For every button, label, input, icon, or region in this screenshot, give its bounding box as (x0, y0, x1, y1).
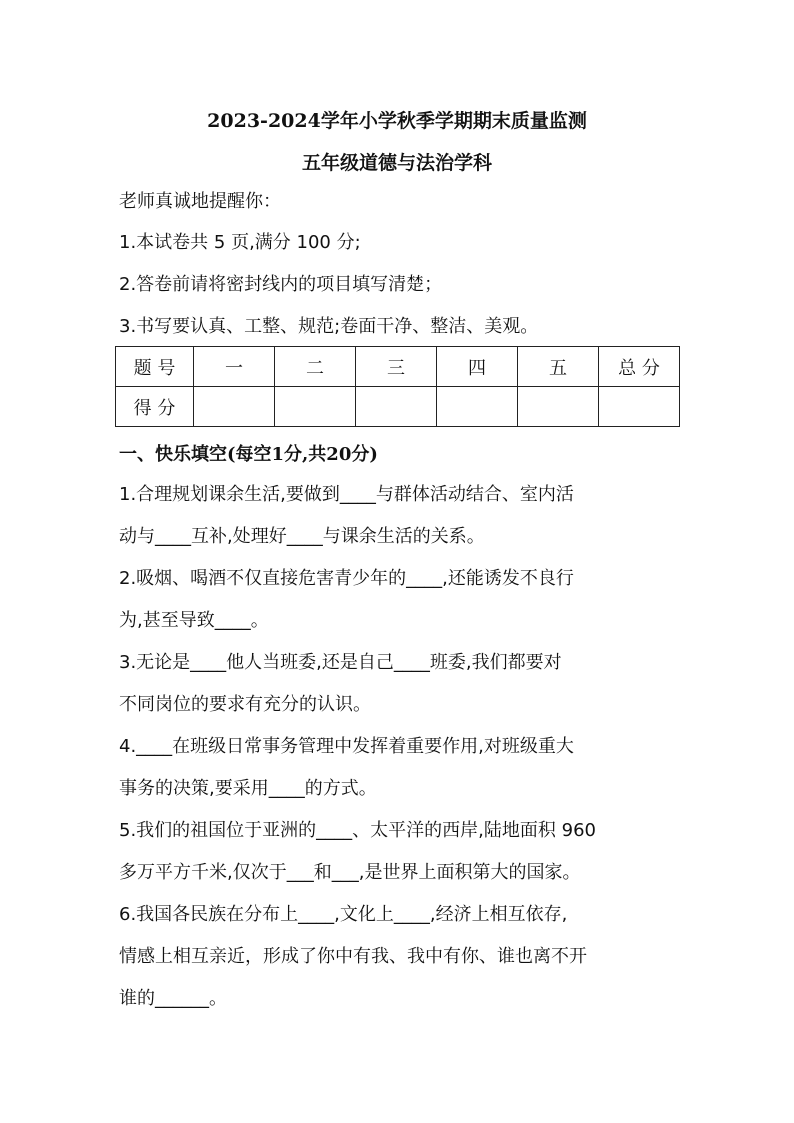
note-item: 1.本试卷共 5 页,满分 100 分; (119, 232, 361, 253)
question-line: 谁的______。 (119, 988, 227, 1009)
exam-subtitle: 五年级道德与法治学科 (301, 152, 492, 174)
section-heading: 一、快乐填空(每空1分,共20分) (119, 444, 378, 465)
score-table-header-row (116, 347, 680, 387)
table-header-cell: 三 (356, 347, 437, 387)
table-header-cell: 五 (518, 347, 599, 387)
question-line: 为,甚至导致____。 (119, 610, 269, 631)
note-item: 3.书写要认真、工整、规范;卷面干净、整洁、美观。 (119, 316, 539, 337)
score-cell[interactable] (275, 387, 356, 427)
notes-intro: 老师真诚地提醒你： (119, 191, 281, 212)
question-line: 情感上相互亲近，形成了你中有我、我中有你、谁也离不开 (119, 946, 587, 967)
question-line: 4.____在班级日常事务管理中发挥着重要作用,对班级重大 (119, 736, 574, 757)
score-cell[interactable] (356, 387, 437, 427)
question-line: 不同岗位的要求有充分的认识。 (119, 694, 371, 715)
question-line: 6.我国各民族在分布上____,文化上____,经济上相互依存, (119, 904, 568, 925)
question-line: 5.我们的祖国位于亚洲的____、太平洋的西岸,陆地面积 960 (119, 820, 596, 841)
question-line: 2.吸烟、喝酒不仅直接危害青少年的____,还能诱发不良行 (119, 568, 574, 589)
score-table-score-row (116, 387, 680, 427)
score-cell[interactable] (599, 387, 680, 427)
table-header-cell: 四 (437, 347, 518, 387)
table-header-cell: 一 (194, 347, 275, 387)
question-line: 动与____互补,处理好____与课余生活的关系。 (119, 526, 485, 547)
score-cell[interactable] (437, 387, 518, 427)
table-row-label: 得 分 (116, 387, 194, 427)
question-line: 3.无论是____他人当班委,还是自己____班委,我们都要对 (119, 652, 562, 673)
question-line: 多万平方千米,仅次于___和___,是世界上面积第大的国家。 (119, 862, 581, 883)
question-line: 事务的决策,要采用____的方式。 (119, 778, 377, 799)
table-header-cell: 题 号 (116, 347, 194, 387)
exam-title: 2023-2024学年小学秋季学期期末质量监测 (207, 110, 587, 132)
score-cell[interactable] (518, 387, 599, 427)
score-cell[interactable] (194, 387, 275, 427)
question-line: 1.合理规划课余生活,要做到____与群体活动结合、室内活 (119, 484, 574, 505)
table-header-cell: 二 (275, 347, 356, 387)
note-item: 2.答卷前请将密封线内的项目填写清楚； (119, 274, 443, 295)
score-table (115, 346, 680, 427)
table-header-cell: 总 分 (599, 347, 680, 387)
